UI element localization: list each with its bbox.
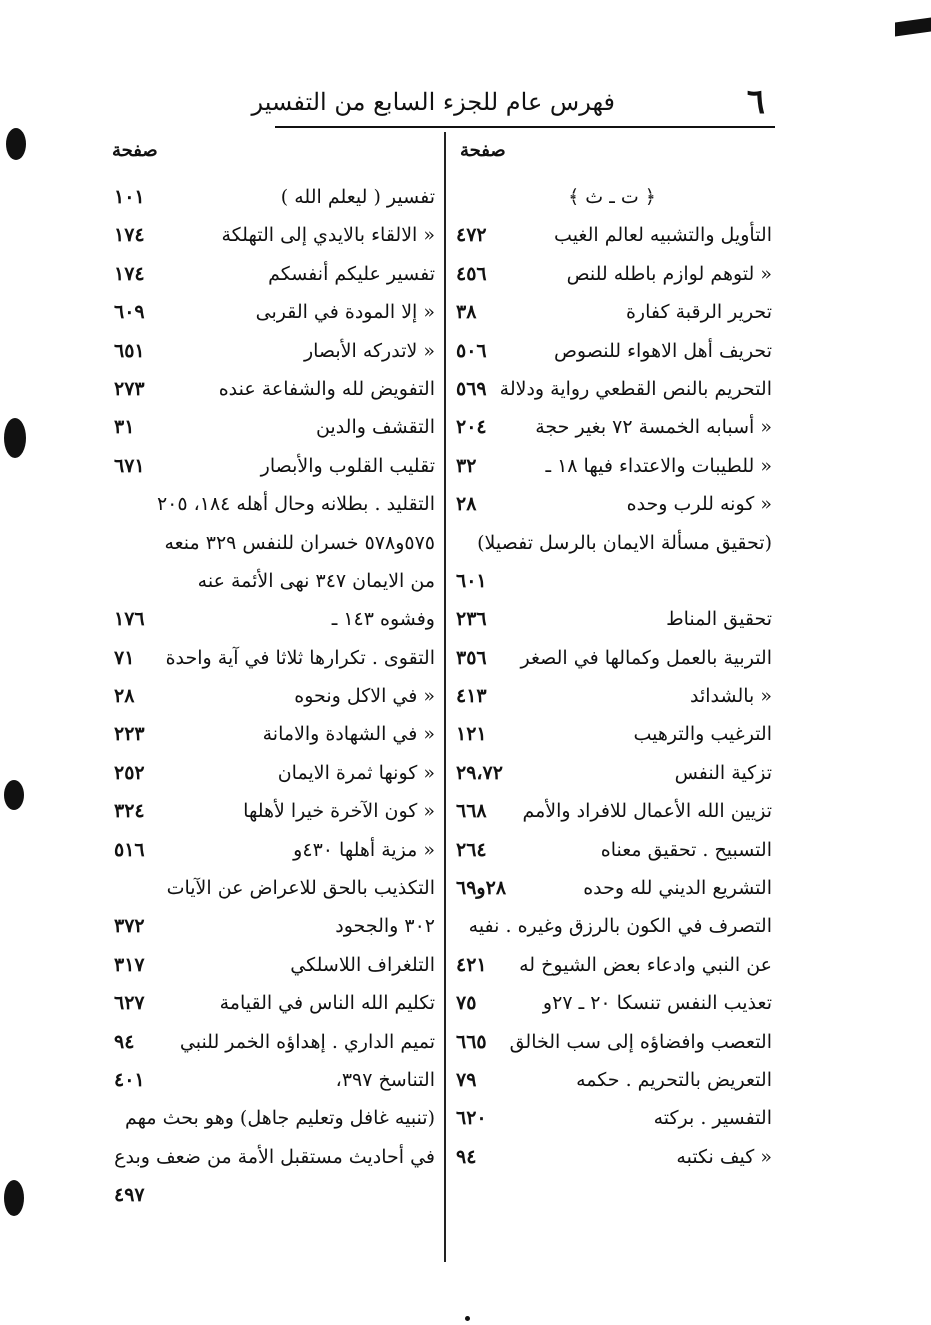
entry-text: في أحاديث مستقبل الأمة من ضعف وبدع [114,1145,435,1168]
entry-page: ٧٥ [456,992,477,1015]
entry-page: ٤٠١ [114,1068,145,1091]
entry-text: « مزية أهلها ٤٣٠و [293,838,435,861]
entry-page: ١٧٤ [114,224,145,247]
page-number: ٦ [746,82,765,122]
entry-text: « لاتدركه الأبصار [303,339,435,362]
index-entry [110,907,435,945]
index-entry [110,447,435,485]
entry-page: ٤٧٢ [456,224,487,247]
entry-page: ٩٤ [114,1030,135,1053]
entry-text: عن النبي وادعاء بعض الشيوخ له [519,953,772,976]
entry-text: تعذيب النفس تنسكا ٢٠ ـ ٢٧و [542,992,772,1015]
right-column-heading: صفحة [460,140,506,161]
index-entry [110,1176,435,1214]
entry-page: ٤٩٧ [114,1184,145,1207]
entry-page: ٢٧٣ [114,377,145,400]
right-column [452,178,772,1268]
page-corner-mark [895,17,931,36]
index-entry [110,600,435,638]
entry-text: « في الشهادة والامانة [262,723,435,746]
index-entry [452,792,772,830]
index-entry [110,677,435,715]
index-entry [452,831,772,869]
index-entry [110,370,435,408]
entry-text: تزكية النفس [674,761,772,784]
index-entry [110,562,435,600]
entry-page: ٣٨ [456,301,477,324]
index-entry [110,754,435,792]
index-entry [452,524,772,562]
entry-text: « إلا المودة في القربى [255,301,435,324]
index-entry [452,408,772,446]
entry-page: ٣٧٢ [114,915,145,938]
entry-page: ٦٦٨ [456,800,487,823]
entry-page: ٢٣٦ [456,608,487,631]
entry-page: ٤٢١ [456,953,487,976]
entry-page: ٢٢٣ [114,723,145,746]
index-entry [452,715,772,753]
index-entry [452,1099,772,1137]
index-entry [452,639,772,677]
entry-page: ٢٨ [456,493,477,516]
entry-text: « كونها ثمرة الايمان [277,761,435,784]
left-column [110,178,435,1268]
entry-text: التقشف والدين [315,416,435,439]
entry-page: ٢٩،٧٢ [456,761,503,784]
index-entry [452,754,772,792]
index-entry [110,1099,435,1137]
entry-page: ١٧٦ [114,608,145,631]
index-entry [110,408,435,446]
index-entry [110,715,435,753]
index-entry [452,984,772,1022]
entry-text: « للطيبات والاعتداء فيها ١٨ ـ [545,454,772,477]
page-header [251,80,775,124]
entry-text: التصرف في الكون بالرزق وغيره . نفيه [468,915,772,938]
index-entry [452,600,772,638]
index-entry [452,1061,772,1099]
index-entry [452,485,772,523]
entry-text: « كيف نكتبه [676,1145,772,1168]
entry-text: « لتوهم لوازم باطله للنص [566,262,772,285]
index-entry [110,293,435,331]
entry-page: ٤١٣ [456,685,487,708]
entry-text: « أسبابه الخمسة ٧٢ بغير حجة [535,416,772,439]
index-entry [110,1138,435,1176]
entry-text: التفسير . بركته [653,1107,772,1130]
index-entry [110,332,435,370]
index-entry [452,677,772,715]
index-entry [110,178,435,216]
index-entry [110,792,435,830]
entry-text: التقوى . تكرارها ثلاثا في آية واحدة [165,646,435,669]
index-entry [452,293,772,331]
entry-page: ٢٥٢ [114,761,145,784]
entry-page: ٦٠١ [456,569,487,592]
entry-text: التقليد . بطلانه وحال أهله ١٨٤، ٢٠٥ [156,493,435,516]
entry-text: « كونه للرب وحده [626,493,772,516]
entry-text: تفسير ( ليعلم الله ) [280,186,435,208]
index-entry [452,216,772,254]
entry-page: ٩٤ [456,1145,477,1168]
entry-text: ٥٧٥و٥٧٨ خسران للنفس ٣٢٩ منعه [164,531,435,554]
entry-text: تحقيق المناط [666,608,772,631]
entry-text: تكليم الله الناس في القيامة [219,992,435,1015]
entry-page: ٦٢٧ [114,992,145,1015]
entry-text: وفشوه ١٤٣ ـ [331,608,435,631]
entry-text: « الالقاء بالايدي إلى التهلكة [221,224,435,247]
column-divider [444,132,446,1262]
index-entry [452,869,772,907]
index-entry [110,524,435,562]
index-entry [110,1061,435,1099]
entry-text: التربية بالعمل وكمالها في الصغر [520,646,772,669]
entry-page: ٧٩ [456,1068,477,1091]
index-entry [110,639,435,677]
entry-page: ٢٨و٦٩ [456,877,507,900]
entry-text: التسبيح . تحقيق معناه [600,838,772,861]
ink-blot [6,128,26,160]
entry-text: التفويض لله والشفاعة عنده [218,377,435,400]
entry-text: التعريض بالتحريم . حكمه [576,1068,772,1091]
index-entry [110,1023,435,1061]
entry-text: (تحقيق مسألة الايمان بالرسل تفصيلا) [477,531,772,554]
index-entry [452,946,772,984]
entry-page: ٦٧١ [114,454,145,477]
entry-text: التناسخ ٣٩٧، [335,1068,435,1091]
index-entry [452,332,772,370]
index-entry [110,831,435,869]
entry-page: ٣٢٤ [114,800,145,823]
entry-page: ٦٢٠ [456,1107,487,1130]
entry-text: تقليب القلوب والأبصار [260,454,435,477]
entry-page: ٣١ [114,416,135,439]
index-entry [452,1023,772,1061]
left-column-heading: صفحة [112,140,158,161]
entry-page: ٥١٦ [114,838,145,861]
entry-page: ٦٦٥ [456,1030,487,1053]
entry-page: ٢٦٤ [456,838,487,861]
entry-text: تميم الداري . إهداؤه الخمر للنبي [179,1030,435,1053]
entry-text: التشريع الديني لله وحده [583,877,772,900]
entry-text: الترغيب والترهيب [633,723,772,746]
index-entry [110,946,435,984]
ink-blot [4,780,24,810]
index-entry [110,485,435,523]
index-entry [452,1138,772,1176]
entry-page: ٣٢ [456,454,477,477]
index-entry [452,907,772,945]
entry-page: ٥٠٦ [456,339,487,362]
ink-blot [4,418,26,458]
index-entry [452,255,772,293]
entry-page: ٢٠٤ [456,416,487,439]
entry-text: « بالشدائد [690,685,772,708]
index-entry [110,255,435,293]
entry-text: « كون الآخرة خيرا لأهلها [243,800,435,823]
entry-text: التلغراف اللاسلكي [290,953,435,976]
entry-page: ١٧٤ [114,262,145,285]
entry-page: ٢٨ [114,685,135,708]
entry-text: « في الاكل ونحوه [294,685,435,708]
index-entry [452,370,772,408]
entry-text: التعصب وافضاؤه إلى سب الخالق [509,1030,772,1053]
entry-text: تزيين الله الأعمال للافراد والأمم [522,800,772,823]
entry-page: ٧١ [114,646,135,669]
entry-text: من الايمان ٣٤٧ نهى الأئمة عنه [197,569,435,592]
index-entry [110,984,435,1022]
entry-text: تفسير عليكم أنفسكم [268,262,435,285]
footer-dot [465,1316,470,1321]
entry-page: ١٠١ [114,186,145,208]
header-rule [275,126,775,128]
index-entry [452,447,772,485]
entry-text: (تنبيه غافل وتعليم جاهل) وهو بحث مهم [125,1107,435,1130]
entry-page: ١٢١ [456,723,487,746]
index-entry [452,562,772,600]
entry-text: ﴿ ت ـ ث ﴾ [568,186,656,208]
entry-page: ٥٦٩ [456,377,487,400]
entry-text: التأويل والتشبيه لعالم الغيب [554,224,772,247]
index-entry [452,178,772,216]
index-entry [110,869,435,907]
page-title: فهرس عام للجزء السابع من التفسير [251,88,615,116]
entry-text: تحرير الرقبة كفارة [625,301,772,324]
entry-page: ٣١٧ [114,953,145,976]
entry-page: ٦٠٩ [114,301,145,324]
entry-text: ٣٠٢ والجحود [335,915,435,938]
entry-page: ٣٥٦ [456,646,487,669]
entry-text: التحريم بالنص القطعي رواية ودلالة [499,377,772,400]
ink-blot [4,1180,24,1216]
entry-page: ٤٥٦ [456,262,487,285]
entry-text: تحريف أهل الاهواء للنصوص [553,339,772,362]
entry-text: التكذيب بالحق للاعراض عن الآيات [166,877,435,900]
index-entry [110,216,435,254]
entry-page: ٦٥١ [114,339,145,362]
